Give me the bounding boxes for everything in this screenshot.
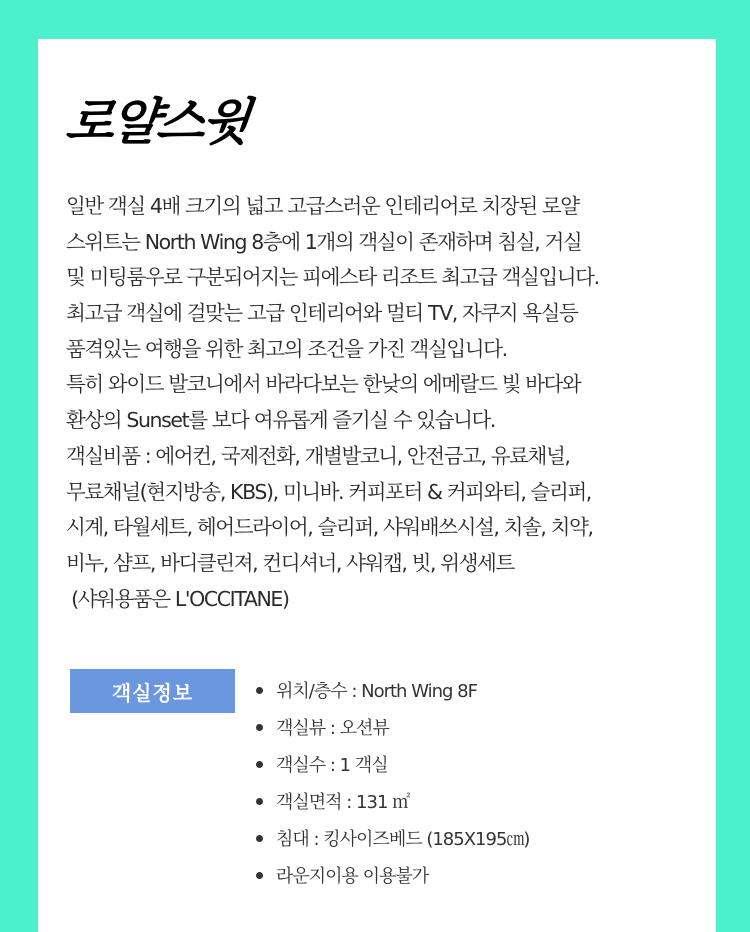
description-line: 및 미팅룸우로 구분되어지는 피에스타 리조트 최고급 객실입니다. [66, 265, 599, 290]
info-item-text: 객실뷰 : 오션뷰 [276, 718, 389, 739]
bullet-icon [256, 835, 263, 842]
info-item-text: 라운지이용 이용불가 [276, 866, 429, 887]
description-line: 특히 와이드 발코니에서 바라다보는 한낮의 에메랄드 빛 바다와 [66, 372, 581, 397]
description-line: (샤워용품은 L'OCCITANE) [66, 586, 289, 611]
description-line: 환상의 Sunset를 보다 여유롭게 즐기실 수 있습니다. [66, 408, 495, 433]
bullet-icon [256, 761, 263, 768]
description-line: 객실비품 : 에어컨, 국제전화, 개별발코니, 안전금고, 유료채널, [66, 443, 570, 468]
info-item-location [256, 673, 529, 710]
info-item-lounge [256, 858, 529, 895]
info-item-text: 객실면적 : 131 ㎡ [276, 792, 410, 813]
page-title: 로얄스윗 [62, 93, 251, 151]
description-line: 시계, 타월세트, 헤어드라이어, 슬리퍼, 샤워배쓰시설, 치솔, 치약, [66, 515, 593, 540]
info-item-room-count [256, 747, 529, 784]
info-item-area [256, 784, 529, 821]
bullet-icon [256, 798, 263, 805]
info-item-text: 위치/층수 : North Wing 8F [276, 681, 477, 702]
description-line: 품격있는 여행을 위한 최고의 조건을 가진 객실입니다. [66, 336, 507, 361]
bullet-icon [256, 687, 263, 694]
info-item-text: 침대 : 킹사이즈베드 (185X195㎝) [276, 829, 530, 850]
description-line: 스위트는 North Wing 8층에 1개의 객실이 존재하며 침실, 거실 [66, 229, 582, 254]
room-info-badge: 객실정보 [70, 669, 235, 713]
description-line: 일반 객실 4배 크기의 넓고 고급스러운 인테리어로 치장된 로얄 [66, 194, 579, 218]
bullet-icon [256, 724, 263, 731]
room-description [66, 189, 706, 617]
description-line: 비누, 샴프, 바디클린져, 컨디셔너, 샤워캡, 빗, 위생세트 [66, 550, 514, 575]
room-info-list [256, 673, 529, 895]
bullet-icon [256, 872, 263, 879]
description-line: 최고급 객실에 걸맞는 고급 인테리어와 멀티 TV, 자쿠지 욕실등 [66, 301, 578, 326]
info-item-text: 객실수 : 1 객실 [276, 755, 388, 776]
info-item-view [256, 710, 529, 747]
room-card [38, 39, 716, 932]
info-item-bed [256, 821, 529, 858]
description-line: 무료채널(현지방송, KBS), 미니바. 커피포터 & 커피와티, 슬리퍼, [66, 479, 591, 504]
